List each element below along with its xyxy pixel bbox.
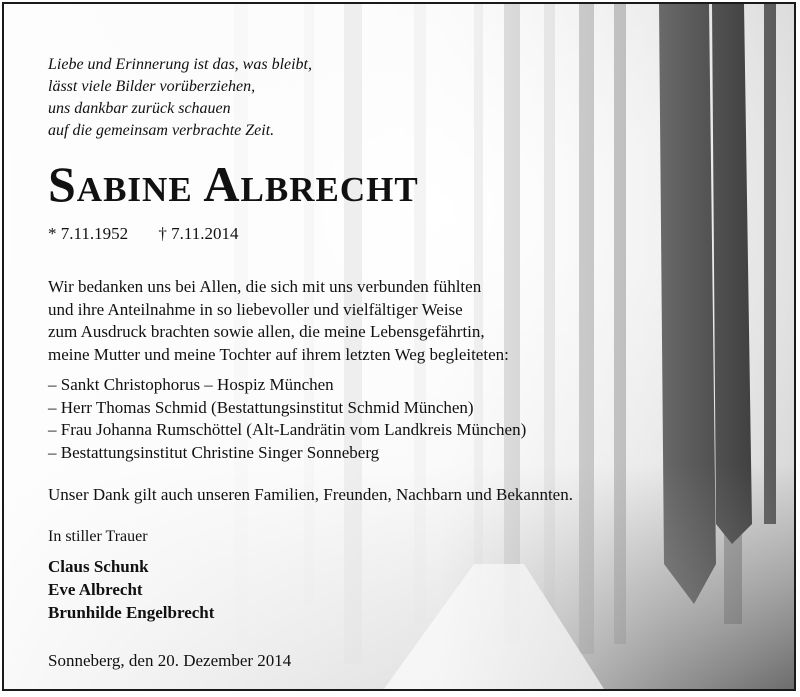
memorial-poem: [48, 54, 312, 142]
poem-line: lässt viele Bilder vorüberziehen,: [48, 78, 256, 95]
thanks-list: [48, 374, 526, 464]
obituary-card: [2, 2, 796, 691]
poem-line: auf die gemeinsam verbrachte Zeit.: [48, 122, 275, 139]
signatory-name: Brunhilde Engelbrecht: [48, 603, 215, 622]
deceased-name: Sabine Albrecht: [48, 156, 419, 212]
list-item: – Bestattungsinstitut Christine Singer Sonneberg: [48, 442, 380, 462]
thanks-paragraph: [48, 276, 509, 366]
obituary-content: [48, 4, 794, 689]
gratitude-line: Unser Dank gilt auch unseren Familien, Freunden, Nachbarn und Bekannten.: [48, 485, 573, 504]
signatories: [48, 555, 214, 624]
place-and-date: Sonneberg, den 20. Dezember 2014: [48, 651, 292, 670]
birth-date: * 7.11.1952: [48, 224, 129, 243]
mourning-label: In stiller Trauer: [48, 528, 148, 545]
death-date: † 7.11.2014: [158, 224, 239, 243]
life-dates: [48, 224, 265, 244]
thanks-line: zum Ausdruck brachten sowie allen, die meine Lebensgefährtin,: [48, 322, 485, 341]
thanks-line: und ihre Anteilnahme in so liebevoller und vielfältiger Weise: [48, 299, 463, 319]
poem-line: Liebe und Erinnerung ist das, was bleibt,: [48, 56, 312, 73]
list-item: – Frau Johanna Rumschöttel (Alt-Landrätin vom Landkreis München): [48, 420, 527, 439]
thanks-line: meine Mutter und meine Tochter auf ihrem letzten Weg begleiteten:: [48, 344, 509, 364]
thanks-line: Wir bedanken uns bei Allen, die sich mit uns verbunden fühlten: [48, 277, 482, 296]
signatory-name: Eve Albrecht: [48, 580, 143, 599]
list-item: – Sankt Christophorus – Hospiz München: [48, 375, 334, 394]
list-item: – Herr Thomas Schmid (Bestattungsinstitut Schmid München): [48, 397, 474, 417]
signatory-name: Claus Schunk: [48, 557, 149, 576]
poem-line: uns dankbar zurück schauen: [48, 100, 231, 117]
